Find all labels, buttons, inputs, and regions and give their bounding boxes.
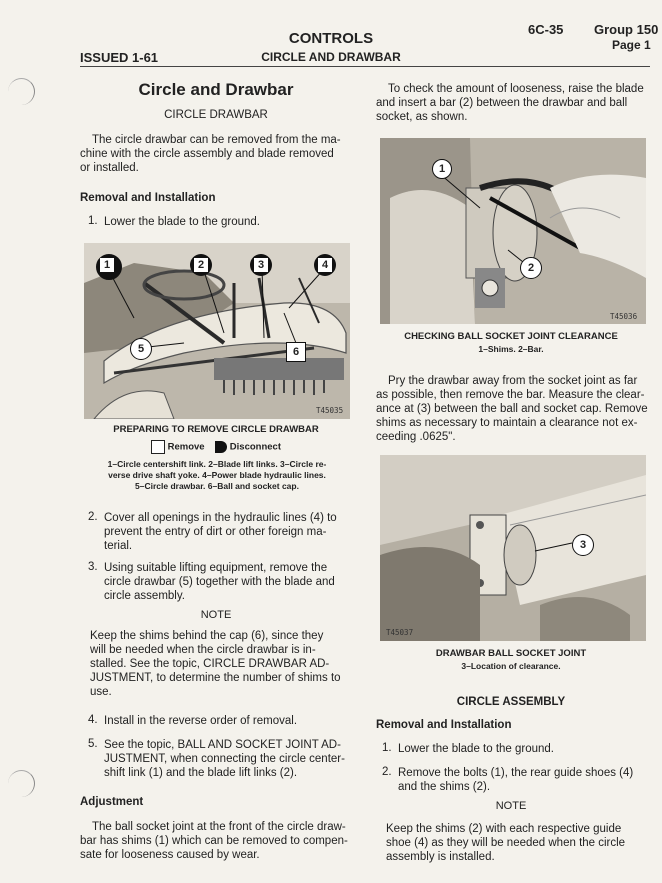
note-line: Keep the shims behind the cap (6), since they — [90, 630, 324, 642]
figure-1-caption: PREPARING TO REMOVE CIRCLE DRAWBAR — [113, 424, 319, 435]
binder-hole-bottom — [8, 770, 35, 797]
removal-heading-left: Removal and Installation — [80, 192, 216, 204]
legend-line: verse drive shaft yoke. 4–Power blade hydraulic lines. — [108, 470, 326, 480]
intro-line: The circle drawbar can be removed from the ma- — [92, 134, 341, 146]
callout-2-label: 2 — [194, 258, 208, 272]
circle-assembly-heading: CIRCLE ASSEMBLY — [456, 696, 566, 708]
callout-4-label: 4 — [318, 258, 332, 272]
step-3-line: circle assembly. — [104, 590, 185, 602]
ca-step-2-line: and the shims (2). — [398, 781, 491, 793]
check-paragraph — [376, 82, 656, 124]
step-1-text: Lower the blade to the ground. — [104, 216, 261, 228]
pry-paragraph — [376, 374, 656, 444]
figure-3-code: T45037 — [386, 628, 414, 637]
legend-remove-label: Remove — [167, 441, 205, 453]
note-text-left — [90, 629, 352, 699]
callout-5-label: 5 — [130, 338, 152, 360]
group-label: Group 150 — [594, 22, 659, 37]
ca-step-2-text — [398, 766, 650, 794]
figure-2-sub: 1–Shims. 2–Bar. — [478, 344, 544, 354]
page-number: Page 1 — [612, 38, 651, 52]
note-line: JUSTMENT, to determine the number of shims to — [90, 672, 341, 684]
page-title: Circle and Drawbar — [138, 80, 294, 99]
pry-line: ceeding .0625". — [376, 431, 456, 443]
note-text-right — [386, 822, 648, 864]
adjustment-line: sate for looseness caused by wear. — [80, 849, 260, 861]
ca-step-1-number: 1. — [382, 742, 392, 754]
step-3-line: circle drawbar (5) together with the blade and — [104, 576, 335, 588]
step-3-text — [104, 561, 354, 603]
issued-date: ISSUED 1-61 — [80, 50, 159, 65]
figure-2-code: T45036 — [610, 312, 638, 321]
step-5-line: shift link (1) and the blade lift links (2). — [104, 767, 298, 779]
step-1-number: 1. — [88, 215, 98, 227]
pry-line: ance at (3) between the ball and socket cap. Remove — [376, 403, 648, 415]
step-5-line: See the topic, BALL AND SOCKET JOINT AD- — [104, 739, 341, 751]
remove-legend-icon — [151, 440, 165, 454]
note-line: will be needed when the circle drawbar is in- — [90, 644, 316, 656]
callout-6-label: 6 — [286, 342, 306, 362]
pry-line: as possible, then remove the bar. Measure the clear- — [376, 389, 645, 401]
ball-socket-check-illustration — [380, 138, 646, 324]
figure-1-legend — [80, 440, 352, 454]
intro-line: or installed. — [80, 162, 139, 174]
section-title: CONTROLS — [288, 30, 374, 47]
note-label-left: NOTE — [200, 609, 232, 621]
check-line: socket, as shown. — [376, 111, 468, 123]
figure-2-photo — [380, 138, 646, 324]
step-3-number: 3. — [88, 561, 98, 573]
step-5-text — [104, 738, 354, 780]
adjustment-line: bar has shims (1) which can be removed to compen- — [80, 835, 348, 847]
adjustment-line: The ball socket joint at the front of the circle draw- — [92, 821, 346, 833]
note-line: stalled. See the topic, CIRCLE DRAWBAR AD- — [90, 658, 330, 670]
step-3-line: Using suitable lifting equipment, remove the — [104, 562, 328, 574]
adjustment-heading: Adjustment — [80, 796, 144, 808]
fig2-callout-2: 2 — [520, 257, 542, 279]
fig3-callout-3: 3 — [572, 534, 594, 556]
figure-1-code: T45035 — [316, 406, 344, 415]
note-label-right: NOTE — [495, 800, 527, 812]
binder-hole-top — [8, 78, 35, 105]
figure-3-photo — [380, 455, 646, 641]
header-rule — [80, 66, 650, 67]
step-2-text — [104, 511, 354, 553]
note-line-right: shoe (4) as they will be needed when the circle — [386, 837, 626, 849]
legend-disconnect-label: Disconnect — [229, 441, 282, 453]
check-line: and insert a bar (2) between the drawbar and ball — [376, 97, 628, 109]
page-code: 6C-35 — [528, 22, 564, 37]
removal-heading-right: Removal and Installation — [376, 719, 512, 731]
callout-3-label: 3 — [254, 258, 268, 272]
drawbar-socket-illustration — [380, 455, 646, 641]
ca-step-2-line: Remove the bolts (1), the rear guide shoes (4) — [398, 767, 634, 779]
ca-step-2-number: 2. — [382, 766, 392, 778]
figure-3-sub: 3–Location of clearance. — [461, 661, 561, 671]
ca-step-1-text: Lower the blade to the ground. — [398, 743, 555, 755]
note-line-right: assembly is installed. — [386, 851, 495, 863]
pry-line: Pry the drawbar away from the socket joint as far — [388, 375, 638, 387]
figure-1-legend-text — [82, 459, 352, 492]
note-line: use. — [90, 686, 112, 698]
figure-1-photo — [84, 243, 350, 419]
step-2-line: terial. — [104, 540, 133, 552]
step-5-line: JUSTMENT, when connecting the circle center- — [104, 753, 345, 765]
drawbar-illustration — [84, 243, 350, 419]
figure-2-caption: CHECKING BALL SOCKET JOINT CLEARANCE — [404, 331, 618, 342]
intro-line: chine with the circle assembly and blade removed — [80, 148, 334, 160]
callout-1-label: 1 — [100, 258, 114, 272]
disconnect-legend-icon — [215, 441, 227, 453]
step-5-number: 5. — [88, 738, 98, 750]
circle-drawbar-subtitle: CIRCLE DRAWBAR — [164, 109, 268, 121]
pry-line: shims as necessary to maintain a clearance not ex- — [376, 417, 638, 429]
figure-3-caption: DRAWBAR BALL SOCKET JOINT — [435, 648, 587, 659]
step-2-number: 2. — [88, 511, 98, 523]
step-4-number: 4. — [88, 714, 98, 726]
intro-paragraph — [80, 133, 360, 175]
section-subtitle: CIRCLE AND DRAWBAR — [261, 50, 401, 64]
fig2-callout-1: 1 — [432, 159, 452, 179]
legend-line: 1–Circle centershift link. 2–Blade lift links. 3–Circle re- — [107, 459, 327, 469]
step-4-text: Install in the reverse order of removal. — [104, 715, 298, 727]
adjustment-paragraph — [80, 820, 360, 862]
note-line-right: Keep the shims (2) with each respective guide — [386, 823, 622, 835]
step-2-line: Cover all openings in the hydraulic lines (4) to — [104, 512, 337, 524]
step-2-line: prevent the entry of dirt or other foreign ma- — [104, 526, 327, 538]
check-line: To check the amount of looseness, raise the blade — [388, 83, 644, 95]
legend-line: 5–Circle drawbar. 6–Ball and socket cap. — [135, 481, 299, 491]
